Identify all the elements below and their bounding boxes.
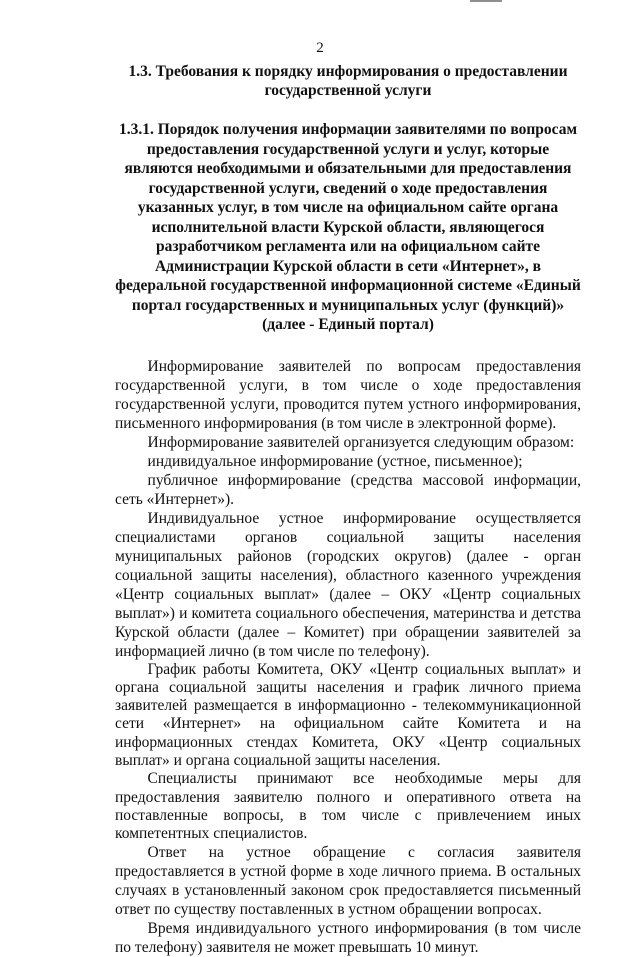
- paragraph: График работы Комитета, ОКУ «Центр социальных выплат» и органа социальной защиты населения и график личного приема заявителей размещается в информационно - телекоммуникационной сети «Интернет» на официальном сайте Комитета и на информационных стендах Комитета, ОКУ «Центр социальных выплат» и органа социальной защиты населения.: [115, 661, 581, 771]
- section-heading: 1.3. Требования к порядку информирования о предоставлении государственной услуги: [115, 62, 581, 100]
- document-content: [115, 62, 581, 957]
- subsection-heading: 1.3.1. Порядок получения информации заявителями по вопросам предоставления государственной услуги и услуг, которые являются необходимыми и обязательными для предоставления государственной услуги, сведений о ходе предоставления указанных услуг, в том числе на официальном сайте органа исполнительной власти Курской области, являющегося разработчиком регламента или на официальном сайте Администрации Курской области в сети «Интернет», в федеральной государственной информационной системе «Единый портал государственных и муниципальных услуг (функций)» (далее - Единый портал): [115, 120, 581, 335]
- paragraph: Время индивидуального устного информирования (в том числе по телефону) заявителя не может превышать 10 минут.: [115, 919, 581, 957]
- paragraph: Информирование заявителей организуется следующим образом:: [115, 433, 581, 452]
- paragraph: Информирование заявителей по вопросам предоставления государственной услуги, в том числе о ходе предоставления государственной услуги, проводится путем устного информирования, письменного информирования (в том числе в электронной форме).: [115, 357, 581, 433]
- page-number: 2: [0, 40, 640, 57]
- paragraph: индивидуальное информирование (устное, письменное);: [115, 452, 581, 471]
- paragraph: Ответ на устное обращение с согласия заявителя предоставляется в устной форме в ходе личного приема. В остальных случаях в установленный законом срок предоставляется письменный ответ по существу поставленных в устном обращении вопросах.: [115, 843, 581, 919]
- body-text: [115, 357, 581, 957]
- paragraph: Индивидуальное устное информирование осуществляется специалистами органов социальной защиты населения муниципальных районов (городских округов) (далее - орган социальной защиты населения), областного казенного учреждения «Центр социальных выплат» (далее – ОКУ «Центр социальных выплат») и комитета социального обеспечения, материнства и детства Курской области (далее – Комитет) при обращении заявителей за информацией лично (в том числе по телефону).: [115, 509, 581, 661]
- paragraph: публичное информирование (средства массовой информации, сеть «Интернет»).: [115, 471, 581, 509]
- paragraph: Специалисты принимают все необходимые меры для предоставления заявителю полного и оперативного ответа на поставленные вопросы, в том числе с привлечением иных компетентных специалистов.: [115, 770, 581, 843]
- scan-artifact-mark: [470, 0, 502, 7]
